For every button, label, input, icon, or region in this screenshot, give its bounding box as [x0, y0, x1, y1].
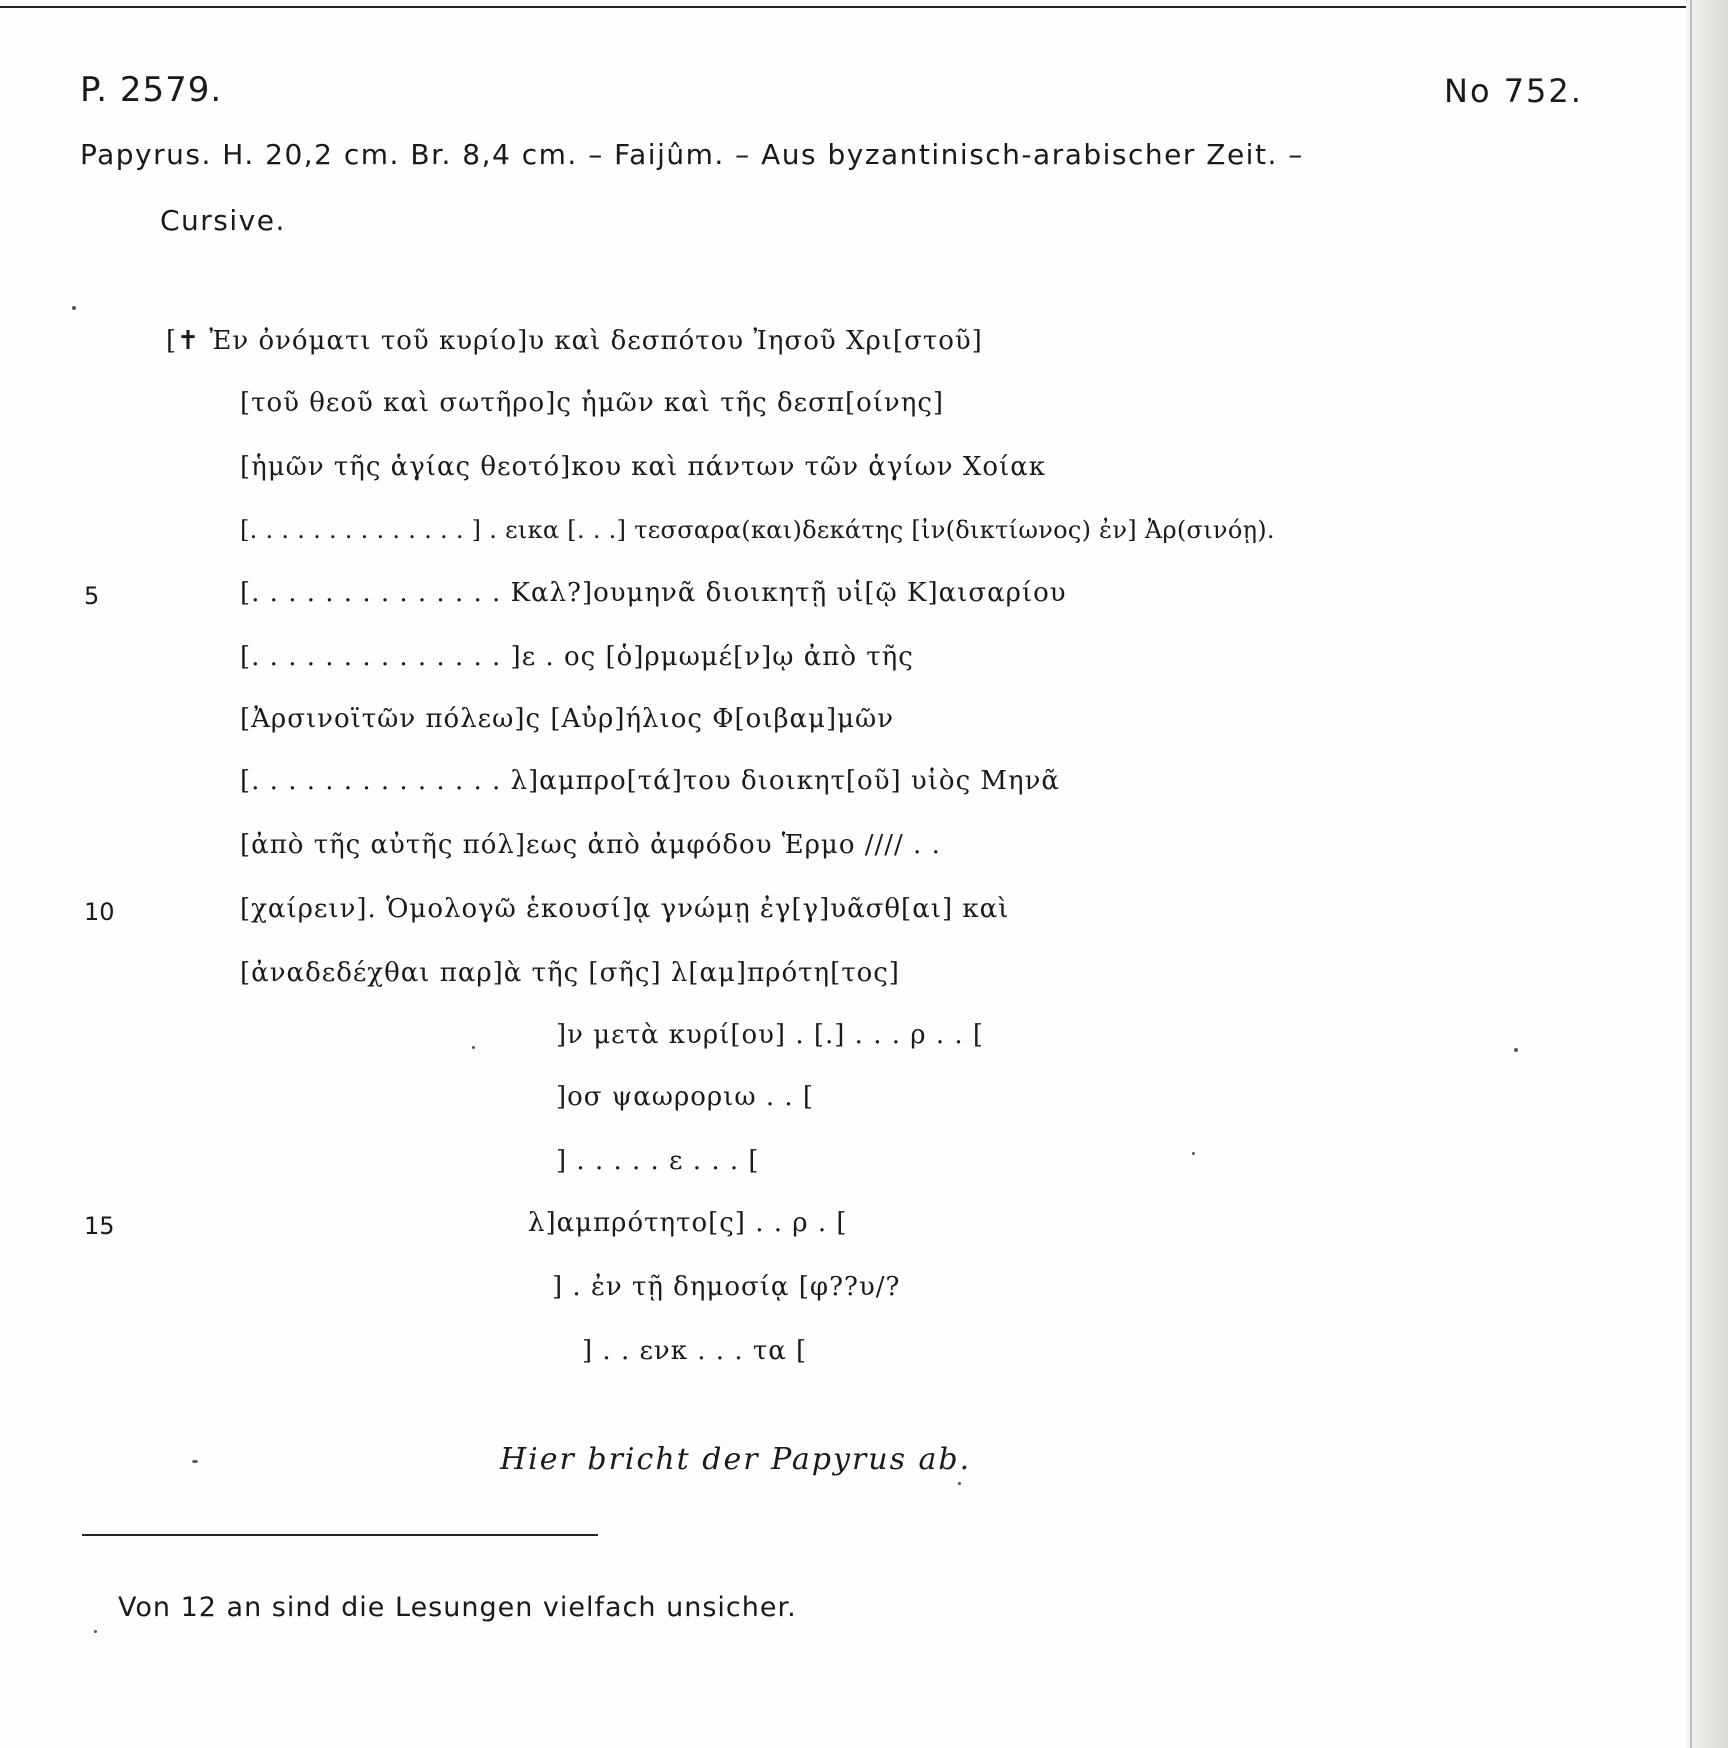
scan-speck [1514, 1048, 1518, 1052]
top-rule [0, 6, 1690, 8]
footnote-rule [82, 1534, 598, 1536]
footnote: Von 12 an sind die Lesungen vielfach unsicher. [118, 1592, 797, 1623]
text-line-12: ]ν μετὰ κυρί[ου] . [.] . . . ρ . . [ [556, 1020, 985, 1050]
text-line-15: λ]αμπρότητο[ς] . . ρ . [ [528, 1208, 848, 1238]
text-line-16: ] . ἐν τῇ δημοσίᾳ [φ??υ/? [552, 1272, 901, 1302]
text-line-1: [✝ Ἐν ὀνόματι τοῦ κυρίο]υ καὶ δεσπότου Ἰησοῦ Χρι[στοῦ] [166, 326, 983, 356]
text-line-8: [. . . . . . . . . . . . . . λ]αμπρο[τά]του διοικητ[οῦ] υἱὸς Μηνᾶ [240, 766, 1060, 796]
line-number-10: 10 [84, 898, 115, 926]
text-line-10: [χαίρειν]. Ὁμολογῶ ἑκουσί]ᾳ γνώμῃ ἐγ[γ]υᾶσθ[αι] καὶ [240, 894, 1010, 924]
text-line-2: [τοῦ θεοῦ καὶ σωτῆρο]ς ἡμῶν καὶ τῆς δεσπ[οίνης] [240, 388, 945, 418]
text-line-3: [ἡμῶν τῆς ἁγίας θεοτό]κου καὶ πάντων τῶν ἁγίων Χοίακ [240, 452, 1047, 482]
text-line-4: [. . . . . . . . . . . . . . ] . εικα [. . .] τεσσαρα(και)δεκάτης [ἰν(δικτίωνος) ἐν] Ἀρ(σινόῃ). [240, 516, 1275, 544]
scan-speck [958, 1482, 961, 1485]
text-line-11: [ἀναδεδέχθαι παρ]ὰ τῆς [σῆς] λ[αμ]πρότη[τος] [240, 958, 900, 988]
text-line-14: ] . . . . . ε . . . [ [556, 1146, 760, 1176]
scan-speck [1192, 1152, 1195, 1155]
scan-speck [472, 1046, 475, 1049]
papyrus-description: Papyrus. H. 20,2 cm. Br. 8,4 cm. – Faijûm. – Aus byzantinisch-arabischer Zeit. – [80, 138, 1304, 171]
text-line-17: ] . . ενκ . . . τα [ [582, 1336, 808, 1366]
line-number-15: 15 [84, 1212, 115, 1240]
scan-speck [94, 1630, 97, 1633]
text-line-5: [. . . . . . . . . . . . . . Καλ?]ουμηνᾶ διοικητῇ υἱ[ῷ Κ]αισαρίου [240, 578, 1067, 608]
page-edge-shadow [1686, 0, 1728, 1748]
item-number: No 752. [1444, 72, 1583, 110]
closing-note: Hier bricht der Papyrus ab. [500, 1442, 972, 1477]
page-edge-line [1690, 0, 1692, 1748]
line-number-5: 5 [84, 582, 100, 610]
script-type: Cursive. [160, 204, 286, 237]
text-line-9: [ἀπὸ τῆς αὐτῆς πόλ]εως ἀπὸ ἀμφόδου Ἑρμο //// . . [240, 830, 941, 860]
scan-speck [72, 306, 76, 310]
text-line-6: [. . . . . . . . . . . . . . ]ε . ος [ὁ]ρμωμέ[ν]ῳ ἀπὸ τῆς [240, 642, 914, 672]
text-line-7: [Ἀρσινοϊτῶν πόλεω]ς [Αὐρ]ήλιος Φ[οιβαμ]μῶν [240, 704, 895, 734]
text-line-13: ]οσ ψαωροριω . . [ [556, 1082, 815, 1112]
scan-speck [192, 1460, 198, 1463]
catalog-number: P. 2579. [80, 70, 223, 110]
